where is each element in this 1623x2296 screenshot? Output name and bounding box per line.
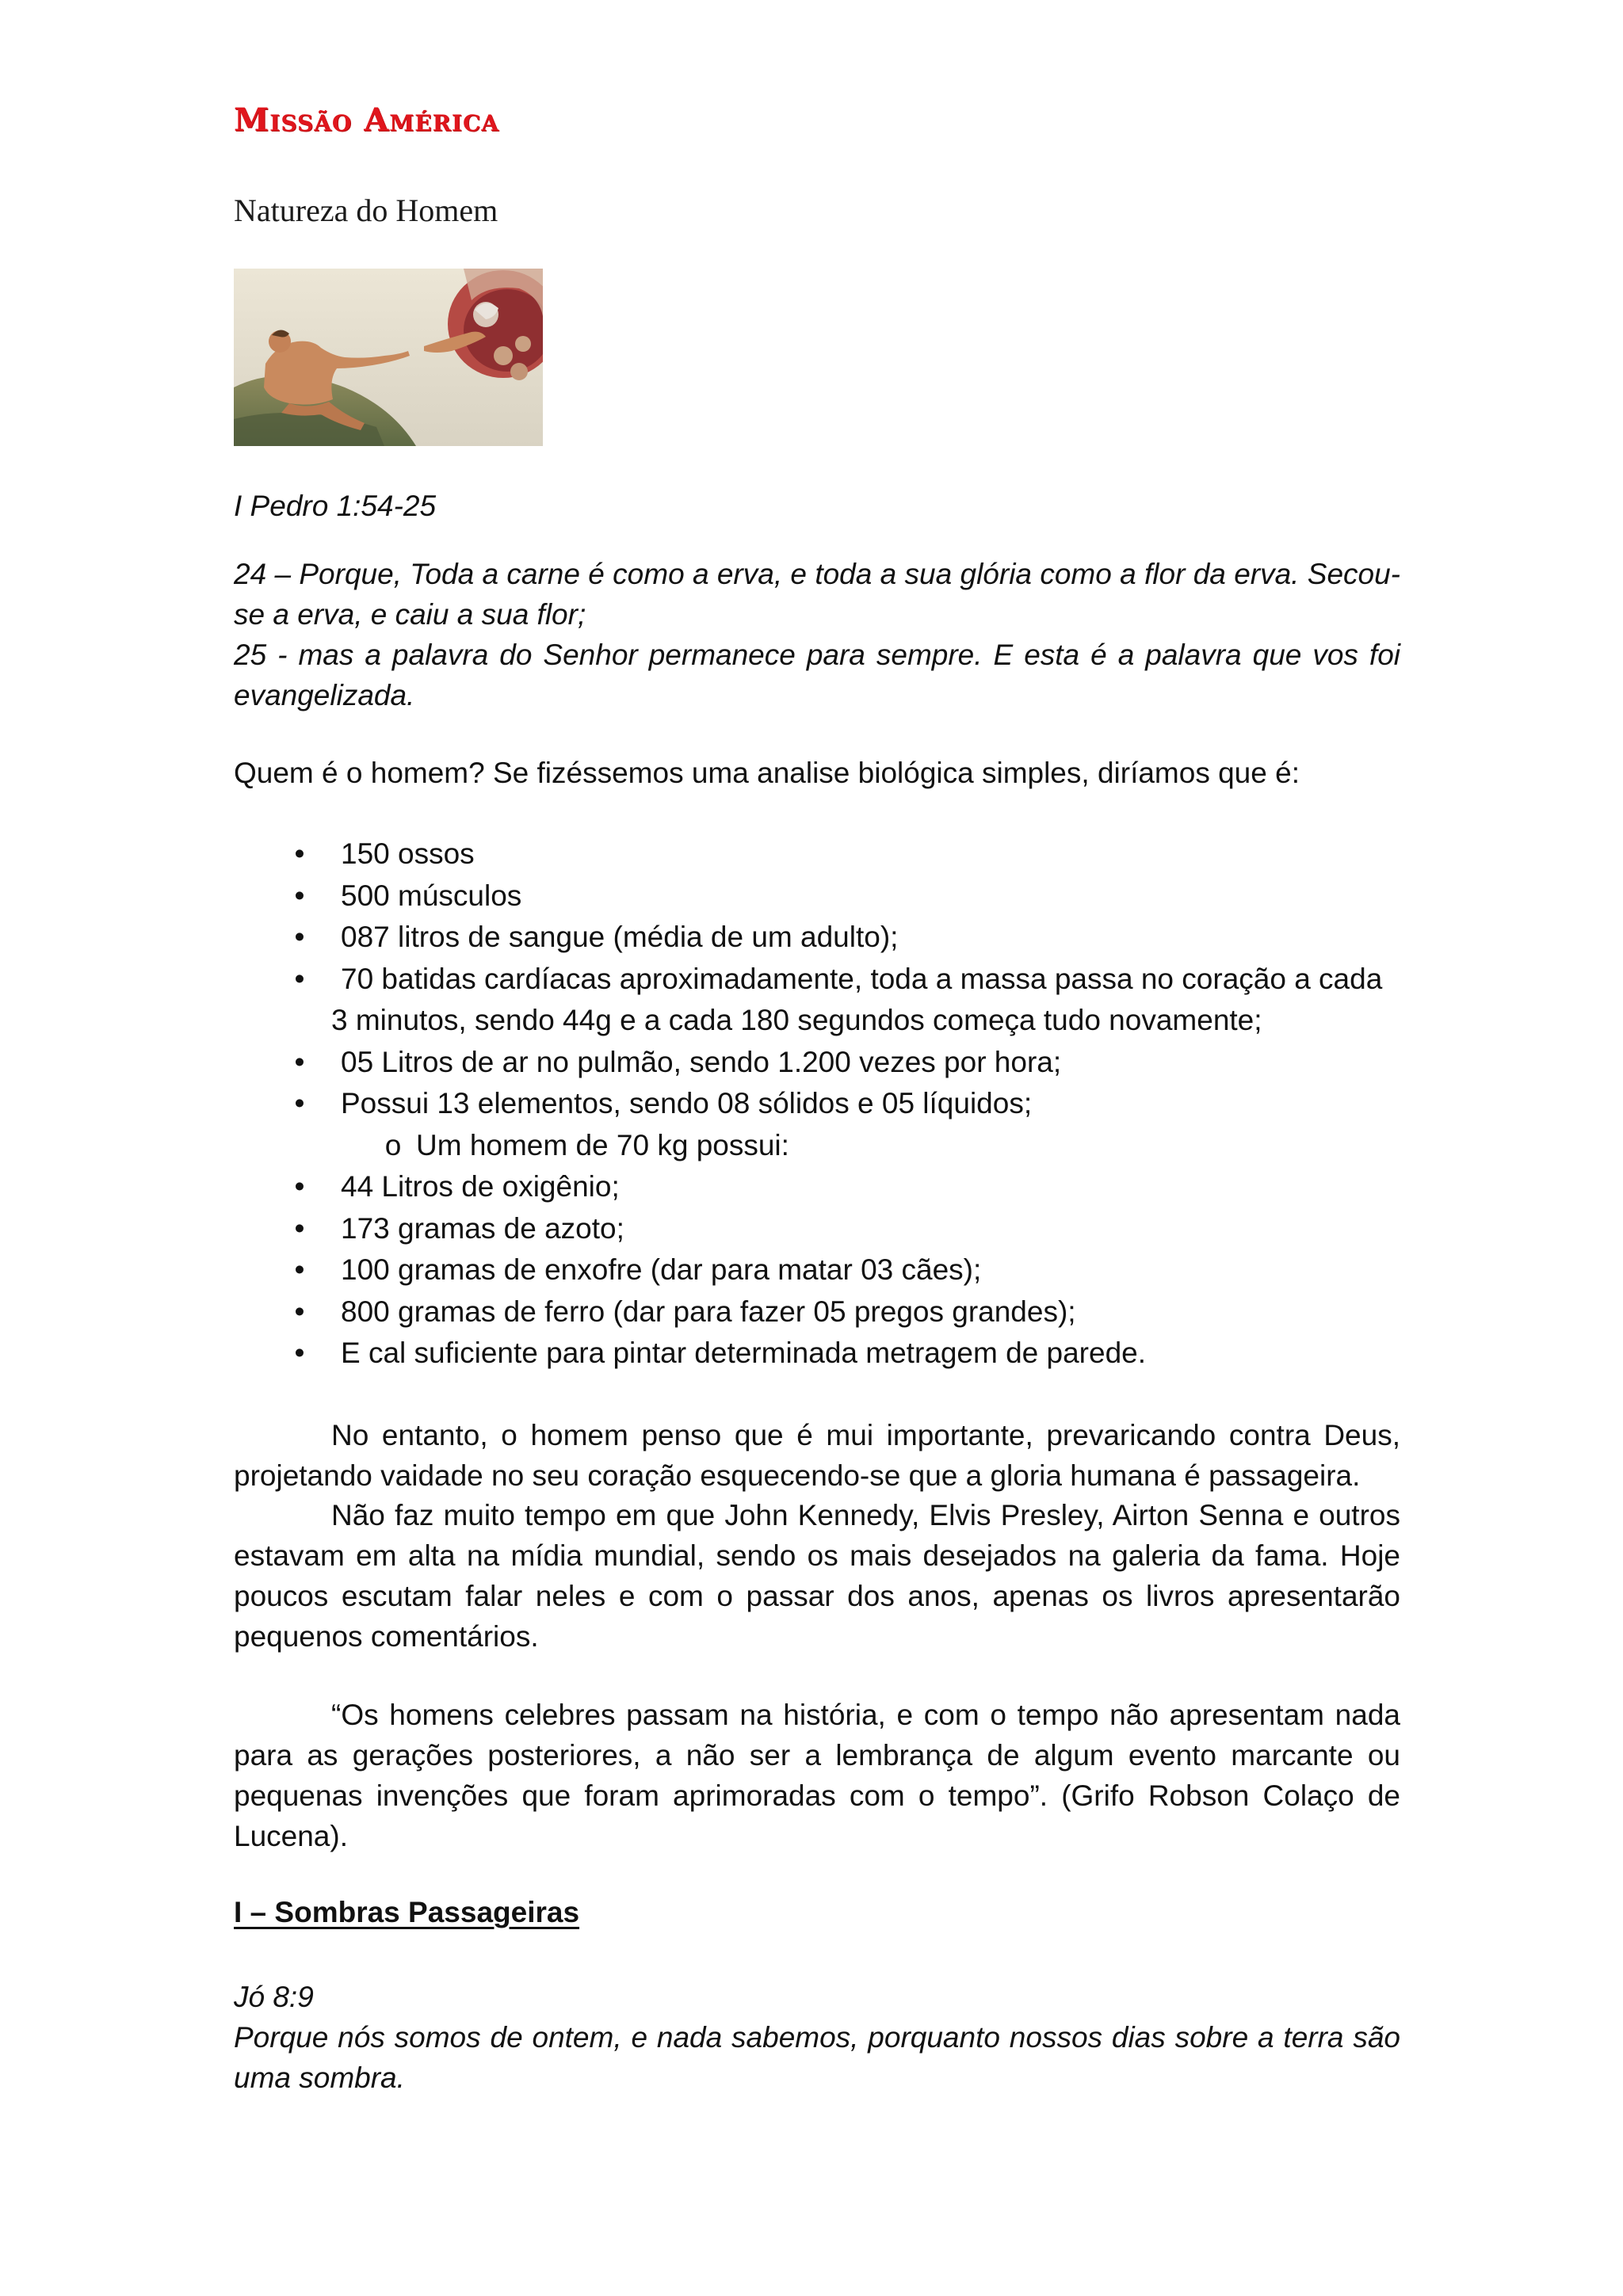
list-item: • 500 músculos [234,875,1400,917]
bullet-dot: • [294,921,305,953]
brand-title: Missão América [234,101,499,139]
paragraph-vanity: No entanto, o homem penso que é mui importante, prevaricando contra Deus, projetando vaidade no seu coração esquecendo-se que a gloria humana é passageira. [234,1419,1400,1492]
bullet-dot: • [294,1211,305,1245]
bullet-dot: • [294,1337,305,1369]
list-item: • 800 gramas de ferro (dar para fazer 05 pregos grandes); [234,1291,1400,1333]
bullet-dot: • [294,1170,305,1203]
page-title: Natureza do Homem [234,193,498,228]
paragraph-fame: Não faz muito tempo em que John Kennedy, Elvis Presley, Airton Senna e outros estavam em alta na mídia mundial, sendo os mais desejados na galeria da fama. Hoje poucos escutam falar neles e com o passar dos anos, apenas os livros apresentarão pequenos comentários. [234,1499,1400,1653]
list-item: • 100 gramas de enxofre (dar para matar 03 cães); [234,1249,1400,1291]
bullet-dot: • [294,1295,305,1328]
creation-of-adam-illustration [234,269,543,446]
list-item: • E cal suficiente para pintar determinada metragem de parede. [234,1333,1400,1375]
list-item: • 173 gramas de azoto; [234,1208,1400,1250]
creation-of-adam-image [234,269,543,446]
list-item: • 087 litros de sangue (média de um adulto); [234,917,1400,959]
bullet-dot: • [294,962,305,995]
list-item: • 150 ossos [234,833,1400,875]
list-item: • 05 Litros de ar no pulmão, sendo 1.200 vezes por hora; [234,1042,1400,1084]
list-item: • 44 Litros de oxigênio; [234,1166,1400,1208]
list-item: • Possui 13 elementos, sendo 08 sólidos e 05 líquidos; [234,1083,1400,1125]
intro-paragraph: Quem é o homem? Se fizéssemos uma analise biológica simples, diríamos que é: [234,757,1300,789]
biology-list [234,833,1400,1375]
scripture-reference-1: I Pedro 1:54-25 [234,490,437,522]
scripture-reference-2: Jó 8:9 [234,1981,314,2013]
bullet-dot: • [294,1087,305,1119]
list-item: • 70 batidas cardíacas aproximadamente, toda a massa passa no coração a cada 3 minutos, sendo 44g e a cada 180 segundos começa tudo novamente; [234,959,1400,1042]
bullet-dot: • [294,837,305,870]
bullet-dot: • [294,1253,305,1286]
scripture-verse-25: 25 - mas a palavra do Senhor permanece para sempre. E esta é a palavra que vos foi evangelizada. [234,639,1400,711]
scripture-verse-24: 24 – Porque, Toda a carne é como a erva, e toda a sua glória como a flor da erva. Secou-se a erva, e caiu a sua flor; [234,558,1400,631]
sub-list-item: o Um homem de 70 kg possui: [234,1125,1400,1167]
sub-bullet-circle: o [384,1128,402,1161]
bullet-dot: • [294,879,305,912]
scripture-verse-job: Porque nós somos de ontem, e nada sabemos, porquanto nossos dias sobre a terra são uma sombra. [234,2021,1400,2094]
bullet-dot: • [294,1045,305,1078]
quote-paragraph: “Os homens celebres passam na história, e com o tempo não apresentam nada para as gerações posteriores, a não ser a lembrança de algum evento marcante ou pequenas invenções que foram aprimoradas com o tempo”. (Grifo Robson Colaço de Lucena). [234,1699,1400,1852]
section-heading: I – Sombras Passageiras [234,1896,580,1928]
